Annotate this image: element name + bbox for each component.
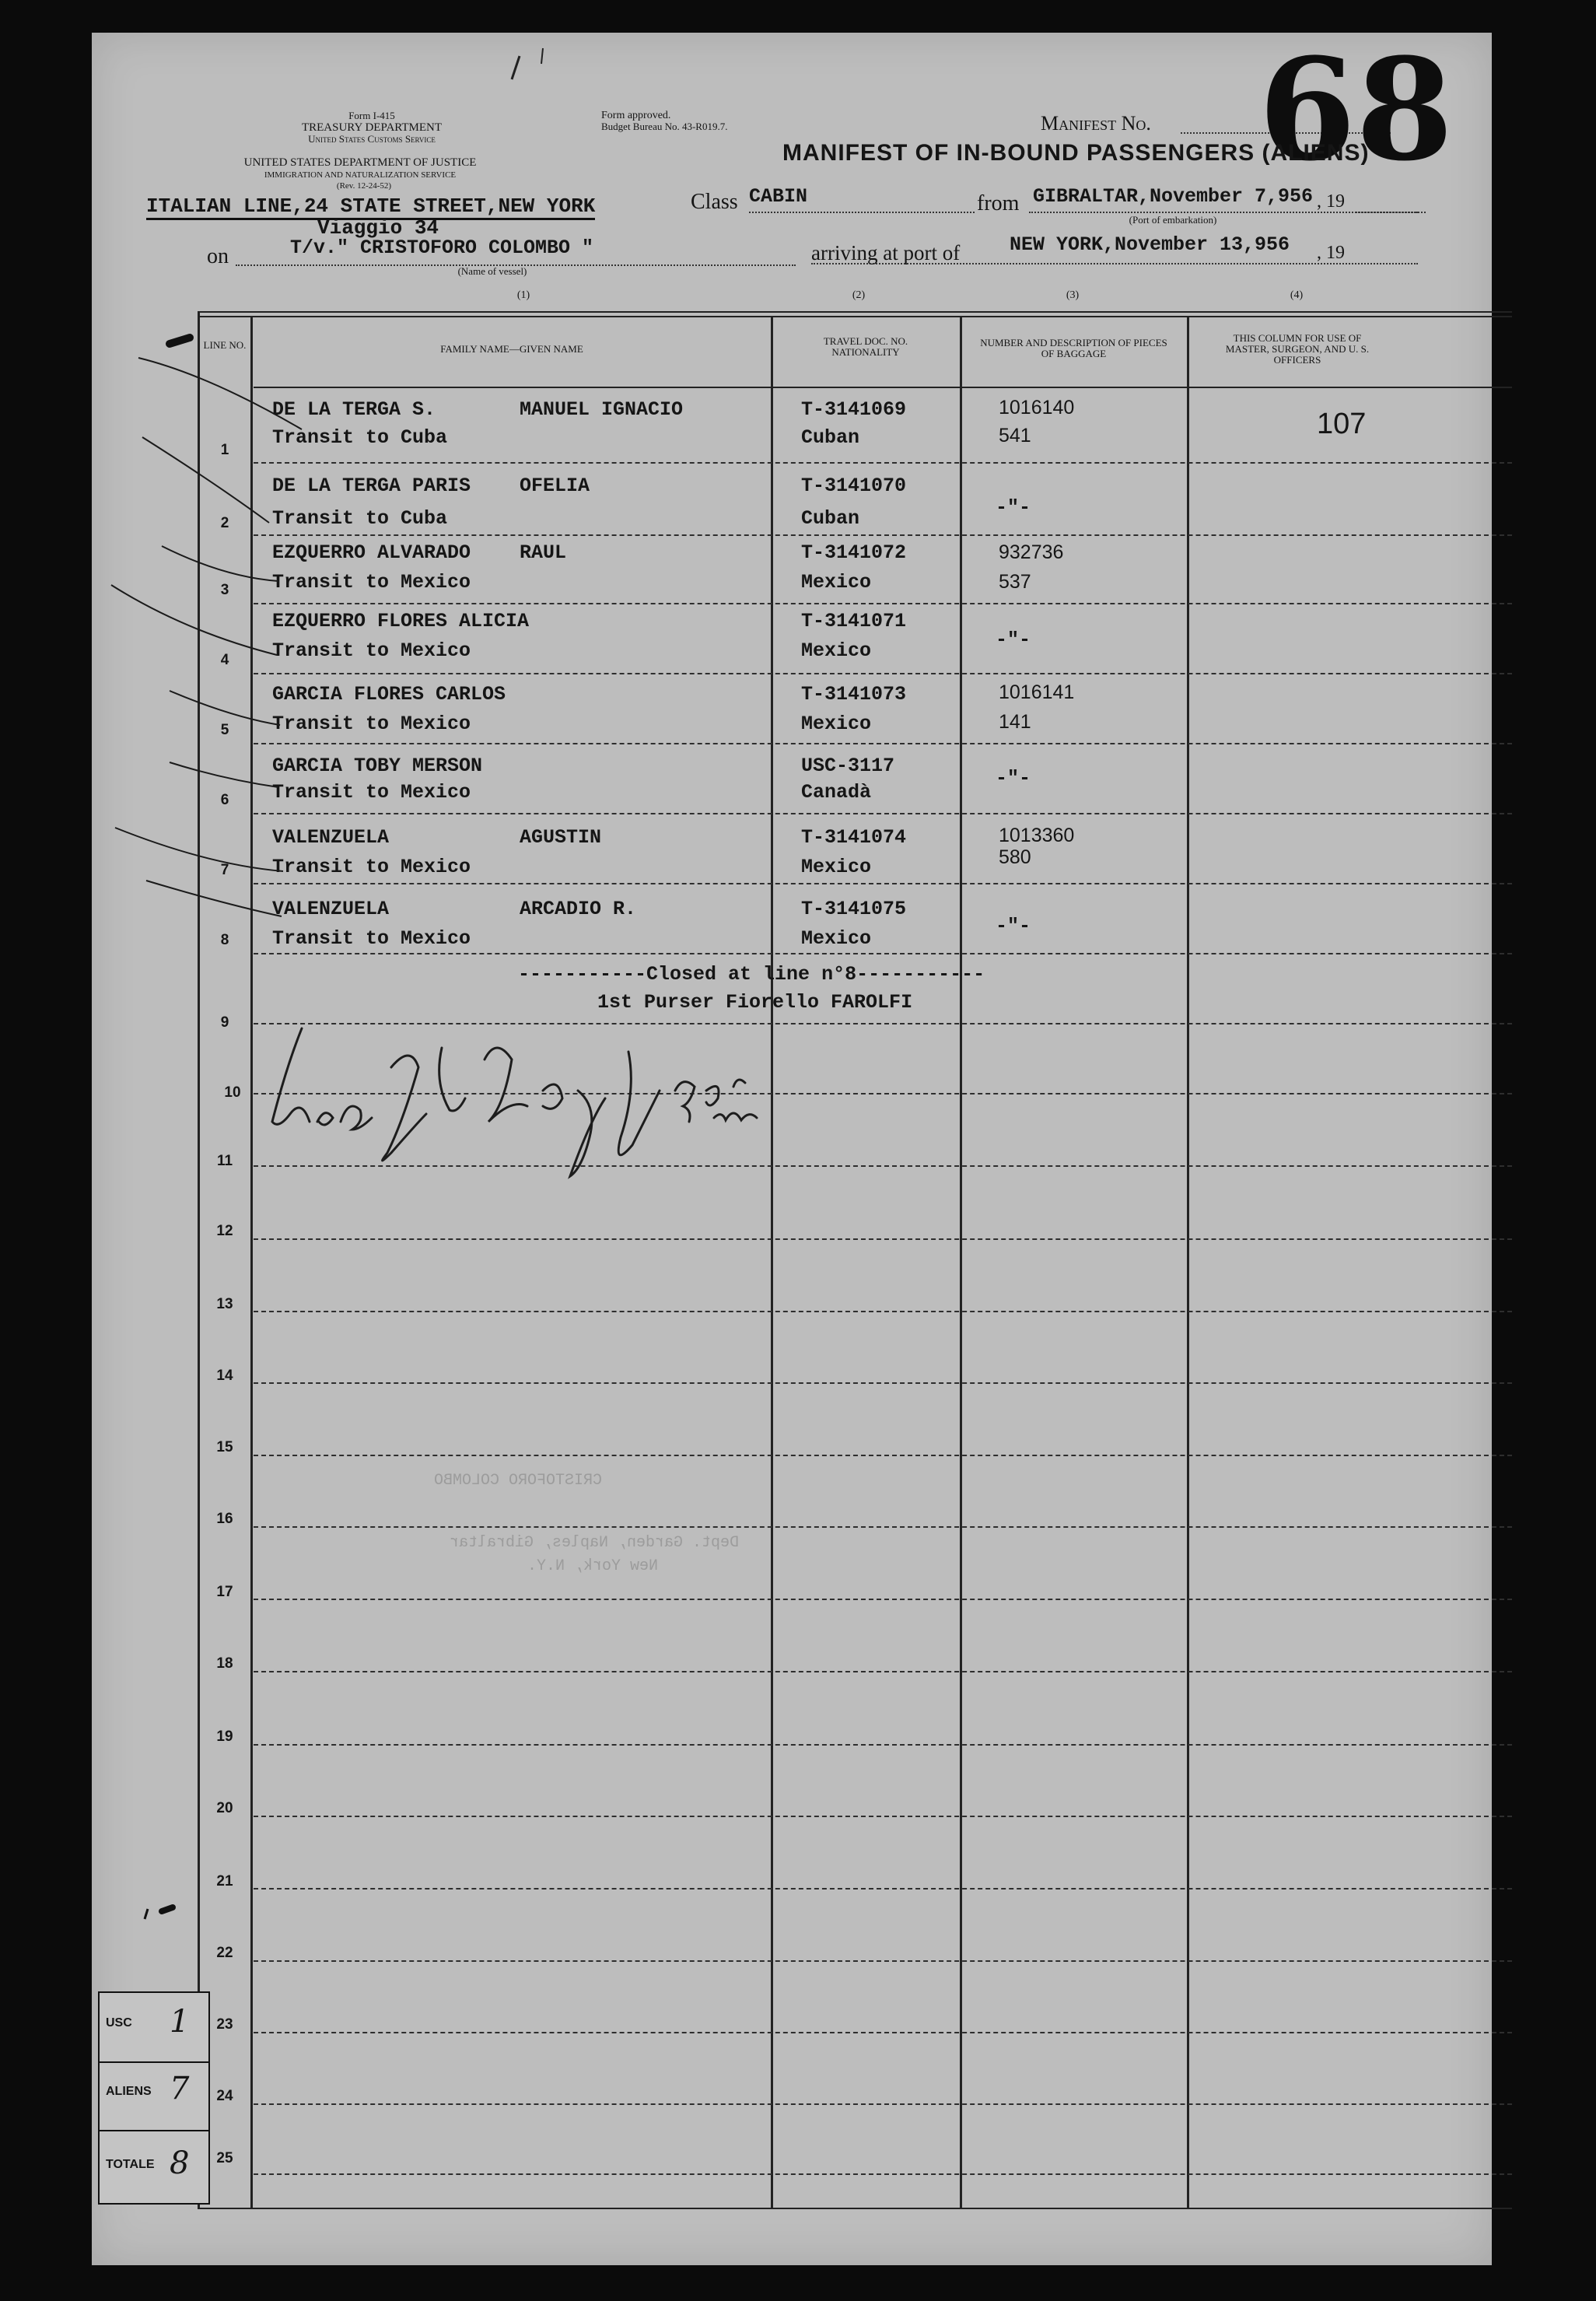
- usc-value: 1: [170, 2004, 190, 2040]
- line-number: 3: [220, 582, 229, 598]
- nationality: Cuban: [801, 507, 860, 530]
- check-mark: [145, 1909, 148, 1919]
- travel-doc: T-3141069: [801, 398, 907, 421]
- inspector-signature: [272, 1028, 757, 1176]
- travel-doc: USC-3117: [801, 755, 895, 777]
- baggage-count: 580: [999, 846, 1031, 868]
- form-approved: Form approved.: [601, 110, 671, 121]
- check-line: [115, 828, 283, 871]
- manifest-title: MANIFEST OF IN-BOUND PASSENGERS (ALIENS): [782, 140, 1370, 166]
- manifest-sheet: [92, 28, 1492, 2265]
- bleed-through-text: New York, N.Y.: [527, 1557, 659, 1575]
- column-number-2: (2): [852, 289, 866, 301]
- column-number-4: (4): [1290, 289, 1304, 301]
- line-number: 11: [216, 1153, 233, 1169]
- pen-mark: [512, 56, 520, 79]
- nationality: Mexico: [801, 927, 872, 950]
- class-label: Class: [691, 190, 738, 214]
- voyage-number: Viaggio 34: [317, 216, 439, 240]
- nationality: Mexico: [801, 571, 872, 594]
- line-number: 22: [216, 1945, 233, 1961]
- header-officers: THIS COLUMN FOR USE OF MASTER, SURGEON, AND U. S. OFFICERS: [1225, 332, 1370, 366]
- given-name: ARCADIO R.: [520, 898, 637, 920]
- line-number: 10: [224, 1084, 241, 1101]
- travel-doc: T-3141071: [801, 610, 907, 632]
- total-value: 8: [170, 2145, 190, 2181]
- check-line: [146, 881, 282, 916]
- line-number: 14: [216, 1368, 233, 1384]
- check-line: [111, 585, 277, 655]
- class-value: CABIN: [749, 185, 808, 208]
- baggage-number: 932736: [999, 541, 1064, 563]
- nationality: Mexico: [801, 713, 872, 735]
- header-travel-doc: TRAVEL DOC. NO. NATIONALITY: [823, 335, 908, 358]
- line-number: 23: [216, 2016, 233, 2033]
- check-line: [170, 691, 280, 725]
- baggage-number: 1016141: [999, 681, 1075, 703]
- given-name: RAUL: [520, 541, 567, 564]
- line-number: 20: [216, 1800, 233, 1816]
- check-mark: [170, 338, 190, 344]
- line-number: 17: [216, 1584, 233, 1600]
- column-number-3: (3): [1066, 289, 1080, 301]
- nationality: Cuban: [801, 426, 860, 449]
- on-label: on: [207, 244, 229, 268]
- officer-number: 107: [1317, 408, 1367, 440]
- line-number: 13: [216, 1296, 233, 1312]
- line-number: 24: [216, 2088, 233, 2104]
- year-suffix-2: , 19: [1317, 243, 1345, 263]
- family-name: EZQUERRO ALVARADO: [272, 541, 471, 564]
- revision-date: (Rev. 12-24-52): [336, 181, 392, 191]
- line-number: 6: [220, 792, 229, 808]
- line-number: 18: [216, 1655, 233, 1672]
- family-name: DE LA TERGA PARIS: [272, 475, 471, 497]
- travel-doc: T-3141075: [801, 898, 907, 920]
- arriving-value: NEW YORK,November 13,956: [1010, 233, 1290, 256]
- from-label: from: [977, 191, 1020, 215]
- budget-bureau: Budget Bureau No. 43-R019.7.: [601, 121, 728, 132]
- given-name: AGUSTIN: [520, 826, 602, 849]
- transit-note: Transit to Mexico: [272, 571, 471, 594]
- family-name: GARCIA TOBY MERSON: [272, 755, 483, 777]
- check-line: [138, 358, 302, 429]
- travel-doc: T-3141072: [801, 541, 907, 564]
- closed-at-line: -----------Closed at line n°8-----------: [518, 963, 985, 986]
- check-line: [142, 437, 269, 523]
- travel-doc: T-3141070: [801, 475, 907, 497]
- transit-note: Transit to Mexico: [272, 781, 471, 804]
- baggage-number: 1013360: [999, 825, 1075, 846]
- transit-note: Transit to Cuba: [272, 507, 448, 530]
- transit-note: Transit to Cuba: [272, 426, 448, 449]
- nationality: Canadà: [801, 781, 872, 804]
- transit-note: Transit to Mexico: [272, 639, 471, 662]
- header-name: FAMILY NAME—GIVEN NAME: [440, 343, 583, 355]
- pen-mark: [541, 48, 543, 64]
- form-number: Form I-415: [348, 110, 395, 121]
- line-number: 4: [220, 652, 229, 668]
- family-name: VALENZUELA: [272, 898, 390, 920]
- usc-label: USC: [106, 2016, 132, 2030]
- check-line: [170, 762, 278, 787]
- baggage-count: 537: [999, 571, 1031, 593]
- vessel-note: (Name of vessel): [457, 265, 527, 277]
- baggage-number: 1016140: [999, 397, 1075, 419]
- family-name: EZQUERRO FLORES ALICIA: [272, 610, 530, 632]
- baggage-ditto: -"-: [996, 629, 1031, 651]
- family-name: VALENZUELA: [272, 826, 390, 849]
- check-line: [162, 546, 278, 581]
- baggage-count: 141: [999, 711, 1031, 733]
- purser-name: 1st Purser Fiorello FAROLFI: [597, 991, 913, 1014]
- line-number: 8: [220, 932, 229, 948]
- line-number: 9: [220, 1014, 229, 1031]
- nationality: Mexico: [801, 639, 872, 662]
- baggage-count: 541: [999, 425, 1031, 447]
- column-number-1: (1): [516, 289, 530, 301]
- transit-note: Transit to Mexico: [272, 927, 471, 950]
- line-number: 5: [220, 722, 229, 738]
- travel-doc: T-3141074: [801, 826, 907, 849]
- from-value: GIBRALTAR,November 7,956: [1033, 185, 1314, 208]
- vessel-name: T/v." CRISTOFORO COLOMBO ": [290, 236, 594, 259]
- justice-dept: UNITED STATES DEPARTMENT OF JUSTICE: [243, 156, 477, 169]
- company-address: ITALIAN LINE,24 STATE STREET,NEW YORK: [146, 194, 595, 220]
- line-number: 19: [216, 1728, 233, 1745]
- given-name: MANUEL IGNACIO: [520, 398, 684, 421]
- bleed-through-text: CRISTOFORO COLOMBO: [434, 1472, 603, 1490]
- baggage-ditto: -"-: [996, 496, 1031, 519]
- total-label: TOTALE: [106, 2158, 155, 2171]
- bleed-through-text: Dept. Garden, Naples, Gibraltar: [450, 1534, 740, 1552]
- treasury-dept: TREASURY DEPARTMENT: [301, 121, 443, 134]
- port-embark-note: (Port of embarkation): [1129, 214, 1217, 226]
- line-number: 7: [220, 862, 229, 878]
- line-number: 21: [216, 1873, 233, 1889]
- family-name: DE LA TERGA S.: [272, 398, 436, 421]
- arriving-label: arriving at port of: [811, 241, 961, 264]
- aliens-value: 7: [170, 2071, 190, 2107]
- family-name: GARCIA FLORES CARLOS: [272, 683, 506, 706]
- handwriting-overlay: [92, 28, 1492, 2265]
- line-number: 1: [220, 442, 229, 458]
- line-number: 25: [216, 2150, 233, 2166]
- line-number: 16: [216, 1511, 233, 1527]
- customs-service: United States Customs Service: [308, 133, 436, 145]
- nationality: Mexico: [801, 856, 872, 878]
- check-mark: [162, 1907, 173, 1911]
- travel-doc: T-3141073: [801, 683, 907, 706]
- year-suffix-1: , 19: [1317, 191, 1345, 212]
- line-number: 2: [220, 515, 229, 531]
- baggage-ditto: -"-: [996, 767, 1031, 790]
- header-baggage: NUMBER AND DESCRIPTION OF PIECES OF BAGGAGE: [980, 337, 1167, 359]
- header-line-no: LINE NO.: [203, 339, 247, 351]
- line-number: 12: [216, 1223, 233, 1239]
- manifest-number: 68: [1258, 28, 1454, 192]
- baggage-ditto: -"-: [996, 915, 1031, 937]
- transit-note: Transit to Mexico: [272, 713, 471, 735]
- transit-note: Transit to Mexico: [272, 856, 471, 878]
- line-number: 15: [216, 1439, 233, 1455]
- given-name: OFELIA: [520, 475, 590, 497]
- aliens-label: ALIENS: [106, 2085, 152, 2098]
- manifest-no-label: Manifest No.: [1041, 112, 1151, 135]
- ins-service: IMMIGRATION AND NATURALIZATION SERVICE: [264, 170, 457, 180]
